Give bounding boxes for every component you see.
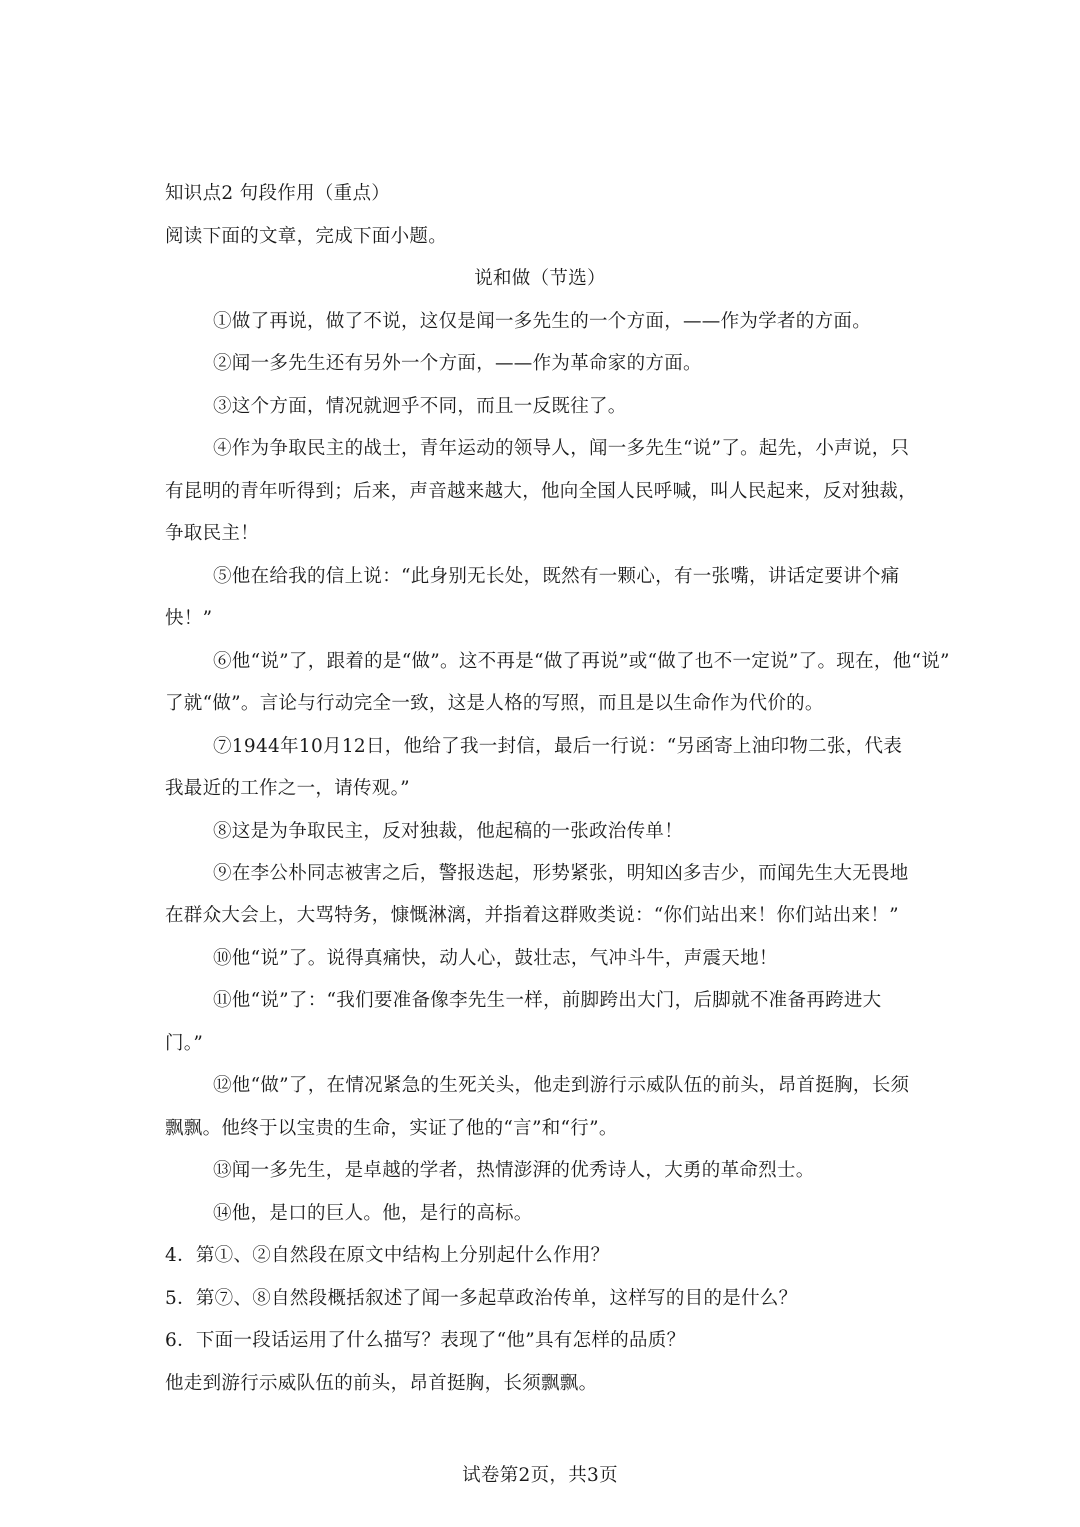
- article-line: ⑨在李公朴同志被害之后，警报迭起，形势紧张，明知凶多吉少，而闻先生大无畏地: [213, 863, 909, 884]
- page-footer: 试卷第2页，共3页: [462, 1465, 618, 1486]
- article-line: ④作为争取民主的战士，青年运动的领导人，闻一多先生“说”了。起先，小声说，只: [213, 438, 910, 459]
- article-line: ③这个方面，情况就迥乎不同，而且一反既往了。: [213, 396, 627, 417]
- reading-instruction: 阅读下面的文章，完成下面小题。: [165, 226, 448, 247]
- article-line: ⑤他在给我的信上说：“此身别无长处，既然有一颗心，有一张嘴，讲话定要讲个痛: [213, 566, 900, 587]
- question-4: 4．第①、②自然段在原文中结构上分别起什么作用？: [165, 1245, 610, 1266]
- article-line: 我最近的工作之一，请传观。”: [165, 778, 410, 799]
- article-line: 快！”: [165, 608, 213, 629]
- article-line: 有昆明的青年听得到；后来，声音越来越大，他向全国人民呼喊，叫人民起来，反对独裁，: [165, 481, 918, 502]
- article-line: ①做了再说，做了不说，这仅是闻一多先生的一个方面，——作为学者的方面。: [213, 311, 872, 332]
- article-line: 在群众大会上，大骂特务，慷慨淋漓，并指着这群败类说：“你们站出来！你们站出来！”: [165, 905, 899, 926]
- question-6-quote: 他走到游行示威队伍的前头，昂首挺胸，长须飘飘。: [165, 1373, 598, 1394]
- article-line: ⑪他“说”了：“我们要准备像李先生一样，前脚跨出大门，后脚就不准备再跨进大: [213, 990, 882, 1011]
- article-line: 飘飘。他终于以宝贵的生命，实证了他的“言”和“行”。: [165, 1118, 618, 1139]
- section-heading: 知识点2 句段作用（重点）: [165, 183, 391, 204]
- article-line: 门。”: [165, 1033, 204, 1054]
- article-line: ⑬闻一多先生，是卓越的学者，热情澎湃的优秀诗人，大勇的革命烈士。: [213, 1160, 815, 1181]
- question-6: 6．下面一段话运用了什么描写？表现了“他”具有怎样的品质？: [165, 1330, 686, 1351]
- question-5: 5．第⑦、⑧自然段概括叙述了闻一多起草政治传单，这样写的目的是什么？: [165, 1288, 798, 1309]
- article-line: ⑦1944年10月12日，他给了我一封信，最后一行说：“另函寄上油印物二张，代表: [213, 736, 903, 757]
- article-line: ⑩他“说”了。说得真痛快，动人心，鼓壮志，气冲斗牛，声震天地！: [213, 948, 778, 969]
- article-line: ⑧这是为争取民主，反对独裁，他起稿的一张政治传单！: [213, 821, 684, 842]
- article-line: ⑥他“说”了，跟着的是“做”。这不再是“做了再说”或“做了也不一定说”了。现在，他“说”: [213, 651, 950, 672]
- article-title: 说和做（节选）: [474, 268, 606, 289]
- article-line: 争取民主！: [165, 523, 260, 544]
- article-line: ⑫他“做”了，在情况紧急的生死关头，他走到游行示威队伍的前头，昂首挺胸，长须: [213, 1075, 910, 1096]
- article-line: ⑭他，是口的巨人。他，是行的高标。: [213, 1203, 533, 1224]
- article-line: 了就“做”。言论与行动完全一致，这是人格的写照，而且是以生命作为代价的。: [165, 693, 824, 714]
- article-line: ②闻一多先生还有另外一个方面，——作为革命家的方面。: [213, 353, 702, 374]
